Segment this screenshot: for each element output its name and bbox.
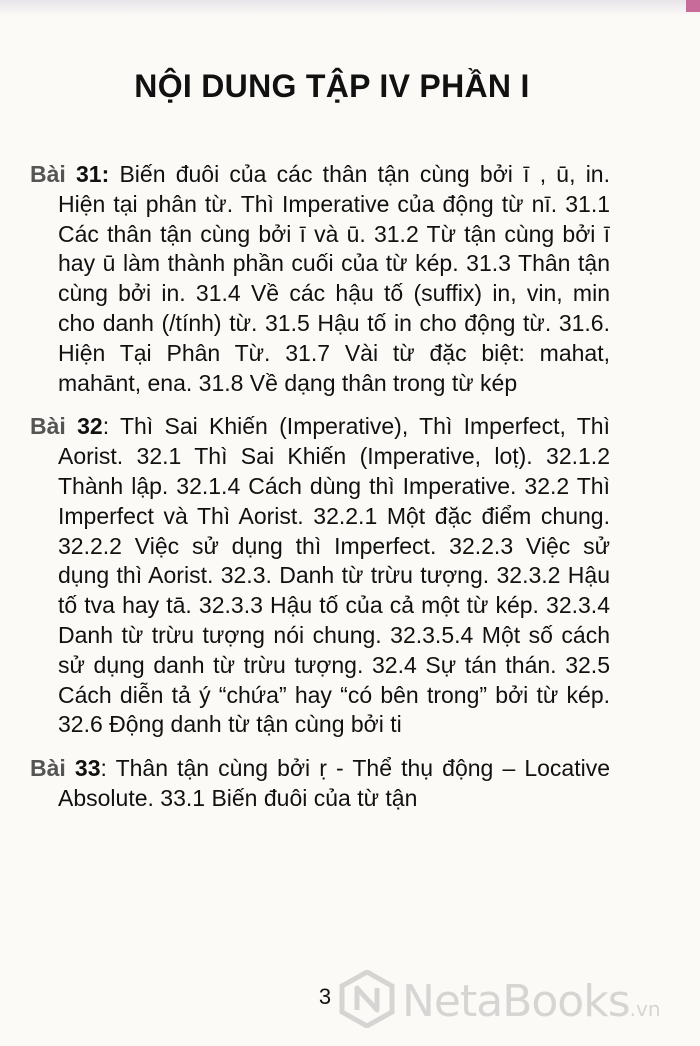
watermark-text [402, 976, 661, 1027]
lesson-number: 33 [74, 755, 101, 782]
lesson-31 [30, 160, 610, 398]
watermark [338, 966, 700, 1036]
lesson-label-word: Bài [30, 161, 76, 187]
watermark-suffix: .vn [629, 997, 661, 1021]
lesson-description: : Thì Sai Khiến (Imperative), Thì Imperfect, Thì Aorist. 32.1 Thì Sai Khiến (Imperative, loṭ). 32.1.2 Thành lập. 32.1.4 Cách dùng thì Imperative. 32.2 Thì Imperfect và Thì Aorist. 32.2.1 Một đặc điểm chung. 32.2.2 Việc sử dụng thì Imperfect. 32.2.3 Việc sử dụng thì Aorist. 32.3. Danh từ trừu tượng. 32.3.2 Hậu tố tva hay tā. 32.3.3 Hậu tố của cả một từ kép. 32.3.4 Danh từ trừu tượng nói chung. 32.3.5.4 Một số cách sử dụng danh từ trừu tượng. 32.4 Sự tán thán. 32.5 Cách diễn tả ý “chứa” hay “có bên trong” bởi từ kép. 32.6 Động danh từ tận cùng bởi ti [58, 413, 610, 738]
lesson-label [30, 413, 103, 439]
page-top-shadow [0, 0, 700, 16]
watermark-brand: NetaBooks [402, 976, 630, 1027]
lesson-number: 31: [76, 161, 110, 187]
lesson-description: : Thân tận cùng bởi ṛ - Thể thụ động – Locative Absolute. 33.1 Biến đuôi của từ tận [58, 755, 611, 811]
lesson-33 [30, 754, 610, 814]
lesson-number: 32 [77, 413, 103, 440]
table-of-contents [30, 160, 610, 828]
lesson-32 [30, 412, 610, 740]
lesson-description: Biến đuôi của các thân tận cùng bởi ī , ū, in. Hiện tại phân từ. Thì Imperative của động từ nī. 31.1 Các thân tận cùng bởi ī và ū. 31.2 Từ tận cùng bởi ī hay ū làm thành phần cuối của từ kép. 31.3 Thân tận cùng bởi in. 31.4 Về các hậu tố (suffix) in, vin, min cho danh (/tính) từ. 31.5 Hậu tố in cho động từ. 31.6. Hiện Tại Phân Từ. 31.7 Vài từ đặc biệt: mahat, mahānt, ena. 31.8 Về dạng thân trong từ kép [58, 161, 610, 396]
lesson-label-word: Bài [30, 413, 78, 440]
lesson-label [30, 161, 109, 187]
lesson-label [30, 755, 101, 781]
netabooks-logo-icon [338, 970, 396, 1028]
page-title: NỘI DUNG TẬP IV PHẦN I [134, 68, 530, 104]
lesson-label-word: Bài [30, 755, 75, 782]
corner-color-mark [686, 0, 700, 12]
page-number: 3 [318, 984, 332, 1009]
